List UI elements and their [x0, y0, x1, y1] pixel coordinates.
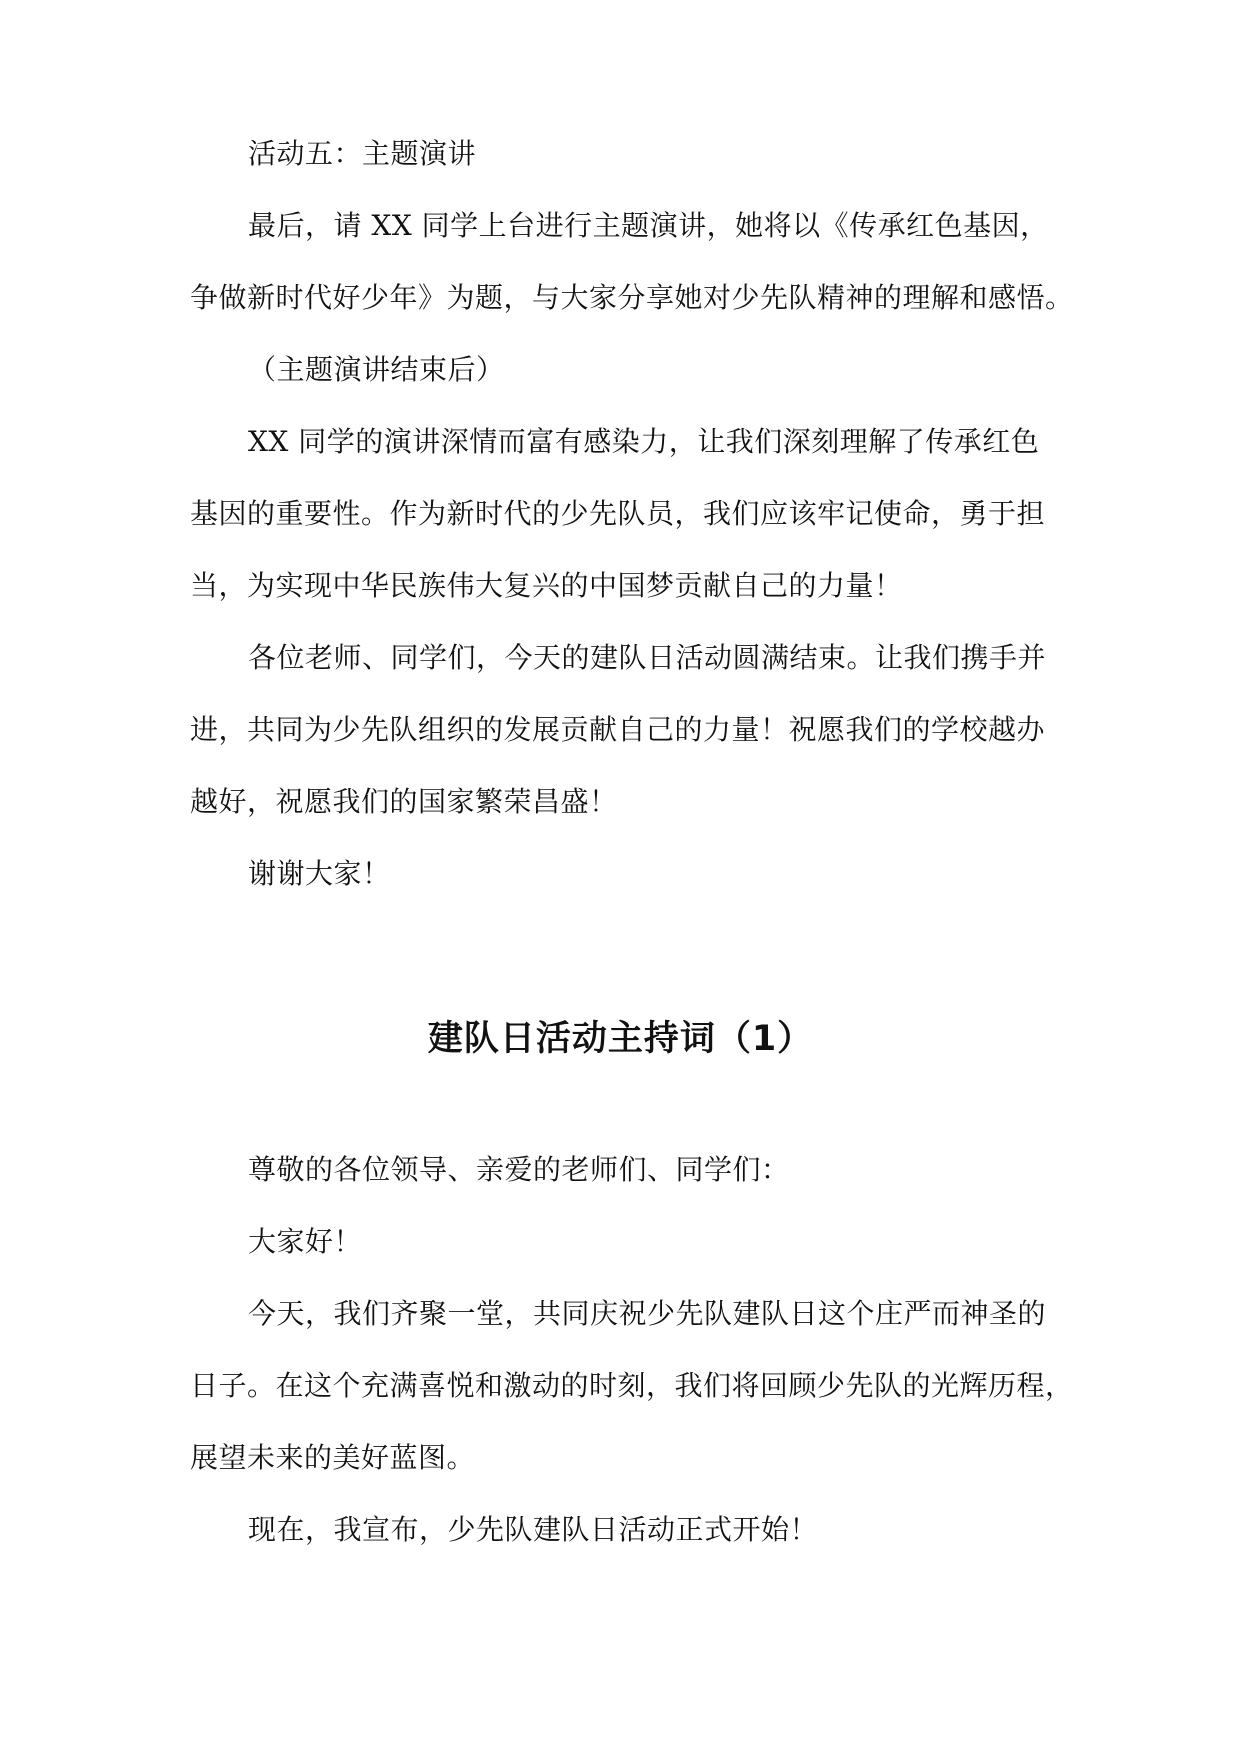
thanks-line: 谢谢大家！: [248, 857, 391, 890]
opening-line-3: 展望未来的美好蓝图。: [190, 1441, 476, 1474]
opening-line-1: 今天，我们齐聚一堂，共同庆祝少先队建队日这个庄严而神圣的: [248, 1297, 1047, 1330]
activity-title: 活动五：主题演讲: [248, 137, 477, 170]
announcement-line: 现在，我宣布，少先队建队日活动正式开始！: [248, 1513, 819, 1546]
closing-line-3: 越好，祝愿我们的国家繁荣昌盛！: [190, 785, 618, 818]
speech-comment-line-3: 当，为实现中华民族伟大复兴的中国梦贡献自己的力量！: [190, 569, 903, 602]
speech-comment-line-1: XX 同学的演讲深情而富有感染力，让我们深刻理解了传承红色: [248, 425, 1040, 458]
salutation-line: 尊敬的各位领导、亲爱的老师们、同学们：: [248, 1153, 790, 1186]
closing-line-2: 进，共同为少先队组织的发展贡献自己的力量！祝愿我们的学校越办: [190, 713, 1046, 746]
speech-comment-line-2: 基因的重要性。作为新时代的少先队员，我们应该牢记使命，勇于担: [190, 497, 1046, 530]
greeting-line: 大家好！: [248, 1225, 363, 1258]
opening-line-2: 日子。在这个充满喜悦和激动的时刻，我们将回顾少先队的光辉历程，: [190, 1369, 1074, 1402]
speech-intro-line-2: 争做新时代好少年》为题，与大家分享她对少先队精神的理解和感悟。: [190, 281, 1074, 314]
closing-line-1: 各位老师、同学们，今天的建队日活动圆满结束。让我们携手并: [248, 641, 1047, 674]
section-heading: 建队日活动主持词（1）: [427, 1019, 814, 1059]
stage-note: （主题演讲结束后）: [248, 353, 505, 386]
speech-intro-line-1: 最后，请 XX 同学上台进行主题演讲，她将以《传承红色基因，: [248, 209, 1049, 242]
